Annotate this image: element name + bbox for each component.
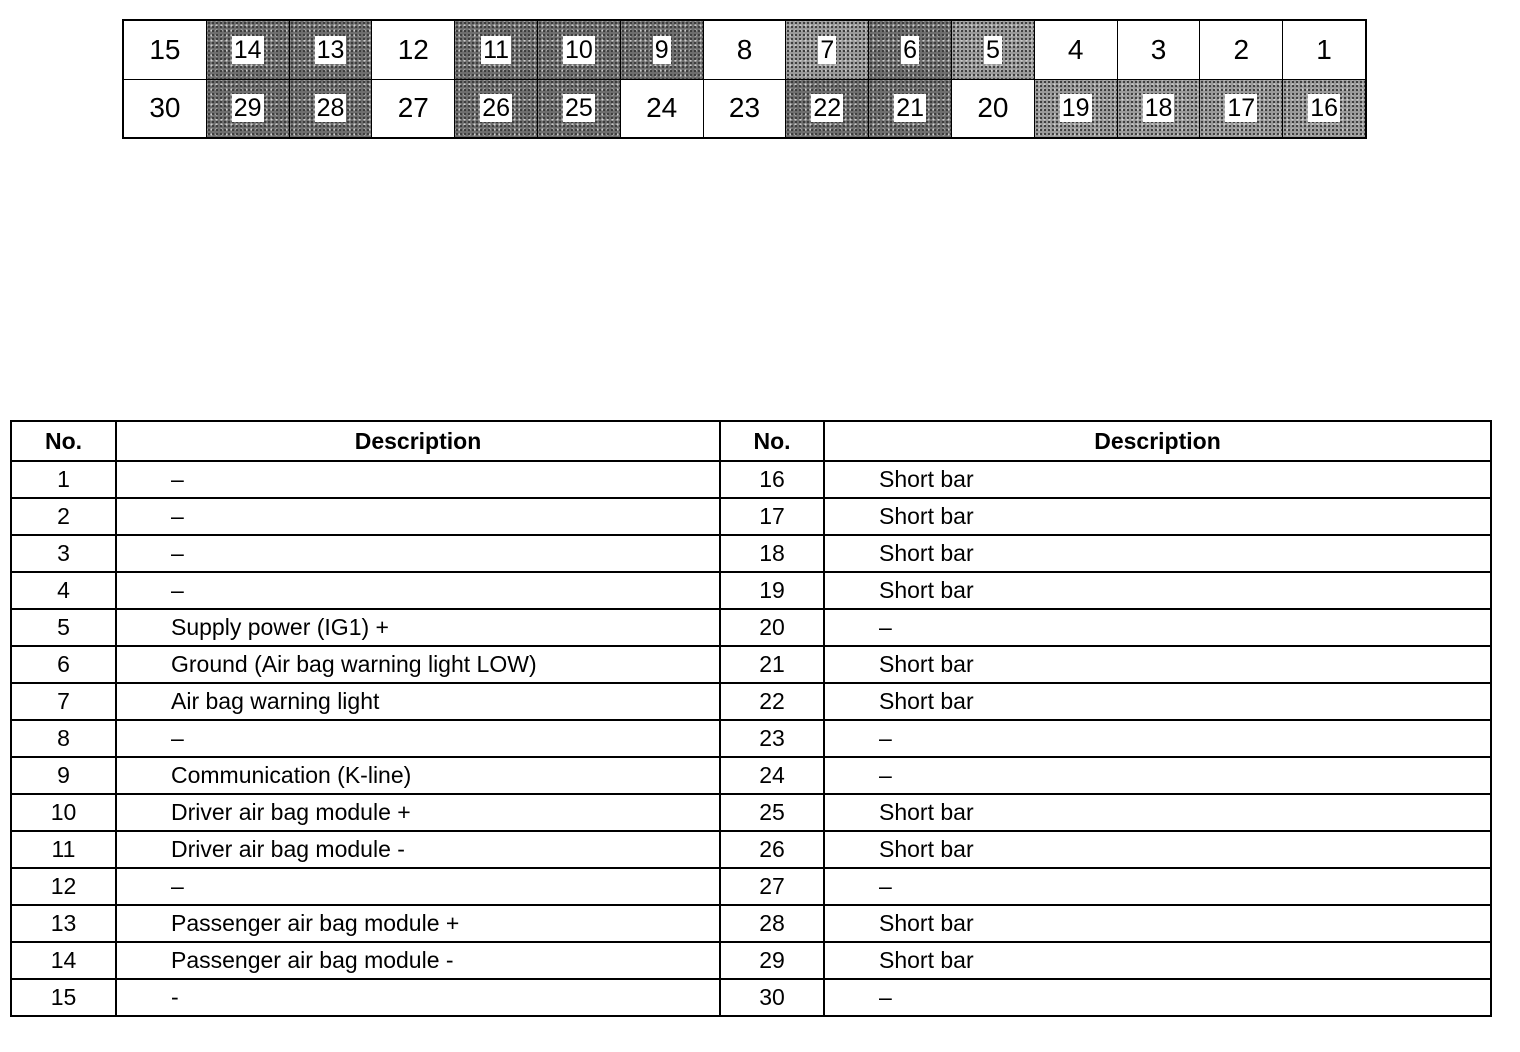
- pin-number: 23: [728, 92, 761, 124]
- connector-pin: [1035, 80, 1117, 138]
- table-row: [11, 757, 1491, 794]
- table-row: [11, 646, 1491, 683]
- pin-description-right: Short bar: [824, 942, 1491, 979]
- connector-pin: [952, 80, 1034, 138]
- pin-number-left: 2: [11, 498, 116, 535]
- table-row: [11, 498, 1491, 535]
- pin-number: 4: [1067, 33, 1084, 65]
- pin-description-right: Short bar: [824, 498, 1491, 535]
- pin-description-left: –: [116, 461, 720, 498]
- pin-number-left: 4: [11, 572, 116, 609]
- pin-number: 8: [736, 33, 753, 65]
- pin-number-right: 23: [720, 720, 824, 757]
- pin-number: 22: [813, 94, 842, 123]
- pin-number-left: 12: [11, 868, 116, 905]
- pin-number-left: 10: [11, 794, 116, 831]
- connector-pin: [1200, 80, 1282, 138]
- pin-description-right: Short bar: [824, 572, 1491, 609]
- connector-pin: [207, 80, 289, 138]
- pin-number: 6: [903, 35, 918, 64]
- pin-description-left: –: [116, 572, 720, 609]
- pin-number-right: 29: [720, 942, 824, 979]
- pin-number: 25: [564, 94, 593, 123]
- pin-number: 27: [397, 92, 429, 124]
- pin-description-right: Short bar: [824, 535, 1491, 572]
- pin-number-right: 30: [720, 979, 824, 1016]
- pin-number-right: 21: [720, 646, 824, 683]
- pin-number: 15: [149, 33, 181, 65]
- connector-pin: [290, 21, 372, 79]
- pin-number: 13: [316, 35, 345, 64]
- pin-description-left: Air bag warning light: [116, 683, 720, 720]
- pin-number-right: 22: [720, 683, 824, 720]
- table-header-row: [11, 421, 1491, 461]
- pin-description-right: Short bar: [824, 683, 1491, 720]
- pin-number-left: 8: [11, 720, 116, 757]
- pin-number-right: 19: [720, 572, 824, 609]
- table-row: [11, 942, 1491, 979]
- connector-pin: [372, 21, 454, 79]
- connector-pin: [869, 21, 951, 79]
- pin-number: 12: [397, 33, 429, 65]
- header-description-left: Description: [116, 421, 720, 461]
- pin-description-right: –: [824, 757, 1491, 794]
- connector-pin: [621, 80, 703, 138]
- pin-description-left: Supply power (IG1) +: [116, 609, 720, 646]
- pin-description-left: Driver air bag module -: [116, 831, 720, 868]
- pin-description-right: Short bar: [824, 794, 1491, 831]
- connector-pin: [1035, 21, 1117, 79]
- connector-pin: [207, 21, 289, 79]
- table-row: [11, 720, 1491, 757]
- pin-number: 7: [820, 35, 835, 64]
- pin-number-right: 20: [720, 609, 824, 646]
- pin-number-left: 5: [11, 609, 116, 646]
- pin-number: 1: [1316, 33, 1332, 65]
- table-row: [11, 868, 1491, 905]
- table-row: [11, 831, 1491, 868]
- pin-number-left: 14: [11, 942, 116, 979]
- connector-pin: [786, 80, 868, 138]
- pin-number-right: 26: [720, 831, 824, 868]
- pin-description-right: –: [824, 720, 1491, 757]
- pin-description-left: Driver air bag module +: [116, 794, 720, 831]
- connector-pin: [621, 21, 703, 79]
- pin-number: 28: [316, 94, 345, 123]
- connector-pin: [455, 21, 537, 79]
- pin-number-right: 28: [720, 905, 824, 942]
- connector-pin: [1200, 21, 1282, 79]
- connector-pin: [538, 80, 620, 138]
- connector-pin: [786, 21, 868, 79]
- pin-number: 5: [985, 35, 1000, 64]
- pin-number: 18: [1144, 94, 1173, 123]
- table-row: [11, 683, 1491, 720]
- pin-description-left: –: [116, 535, 720, 572]
- connector-pin: [290, 80, 372, 138]
- pin-number: 11: [483, 35, 510, 64]
- connector-pin: [1118, 80, 1200, 138]
- pin-description-right: Short bar: [824, 461, 1491, 498]
- pin-number: 10: [564, 35, 593, 64]
- table-row: [11, 572, 1491, 609]
- pin-description-left: Passenger air bag module -: [116, 942, 720, 979]
- pin-number: 3: [1150, 33, 1167, 65]
- connector-pin: [869, 80, 951, 138]
- table-row: [11, 609, 1491, 646]
- connector-pin: [1283, 21, 1365, 79]
- pin-number-left: 9: [11, 757, 116, 794]
- connector-pin: [124, 80, 206, 138]
- connector-pin: [704, 80, 786, 138]
- pin-description-right: Short bar: [824, 831, 1491, 868]
- connector-pin: [704, 21, 786, 79]
- pin-number-left: 6: [11, 646, 116, 683]
- connector-pin: [1283, 80, 1365, 138]
- pin-number-left: 1: [11, 461, 116, 498]
- pin-description-right: –: [824, 979, 1491, 1016]
- pin-description-left: –: [116, 868, 720, 905]
- pin-number: 9: [654, 35, 669, 64]
- pin-number: 14: [233, 35, 262, 64]
- pin-number-left: 3: [11, 535, 116, 572]
- header-no-left: No.: [11, 421, 116, 461]
- pin-number: 26: [482, 94, 510, 123]
- pin-number-left: 15: [11, 979, 116, 1016]
- pin-number-left: 7: [11, 683, 116, 720]
- pin-number-right: 27: [720, 868, 824, 905]
- pin-number-right: 16: [720, 461, 824, 498]
- pin-description-left: –: [116, 498, 720, 535]
- pin-number-right: 25: [720, 794, 824, 831]
- pin-description-right: –: [824, 868, 1491, 905]
- pin-description-right: –: [824, 609, 1491, 646]
- pin-description-left: -: [116, 979, 720, 1016]
- pin-description-right: Short bar: [824, 905, 1491, 942]
- pin-number: 29: [233, 94, 262, 123]
- connector-pin: [372, 80, 454, 138]
- pin-number-right: 18: [720, 535, 824, 572]
- pin-description-table: [10, 420, 1492, 1017]
- table-row: [11, 979, 1491, 1016]
- pin-number-left: 13: [11, 905, 116, 942]
- pin-description-left: –: [116, 720, 720, 757]
- pin-number: 20: [977, 92, 1009, 124]
- table-row: [11, 535, 1491, 572]
- connector-pin: [538, 21, 620, 79]
- header-description-right: Description: [824, 421, 1491, 461]
- pin-number-right: 24: [720, 757, 824, 794]
- pin-number: 17: [1227, 94, 1256, 123]
- pin-number: 30: [149, 92, 181, 124]
- header-no-right: No.: [720, 421, 824, 461]
- pin-number: 16: [1310, 94, 1338, 123]
- pin-number: 24: [646, 92, 678, 124]
- pin-number: 2: [1233, 33, 1250, 65]
- pin-number: 19: [1061, 94, 1090, 123]
- pin-number-right: 17: [720, 498, 824, 535]
- pin-number-left: 11: [11, 831, 116, 868]
- pin-description-left: Ground (Air bag warning light LOW): [116, 646, 720, 683]
- pin-description-left: Passenger air bag module +: [116, 905, 720, 942]
- connector-pin: [124, 21, 206, 79]
- connector-pin: [455, 80, 537, 138]
- table-row: [11, 461, 1491, 498]
- connector-pin-diagram: [122, 19, 1367, 139]
- table-row: [11, 794, 1491, 831]
- pin-description-left: Communication (K-line): [116, 757, 720, 794]
- pin-number: 21: [896, 94, 924, 123]
- connector-pin: [952, 21, 1034, 79]
- pin-description-right: Short bar: [824, 646, 1491, 683]
- table-row: [11, 905, 1491, 942]
- connector-pin: [1118, 21, 1200, 79]
